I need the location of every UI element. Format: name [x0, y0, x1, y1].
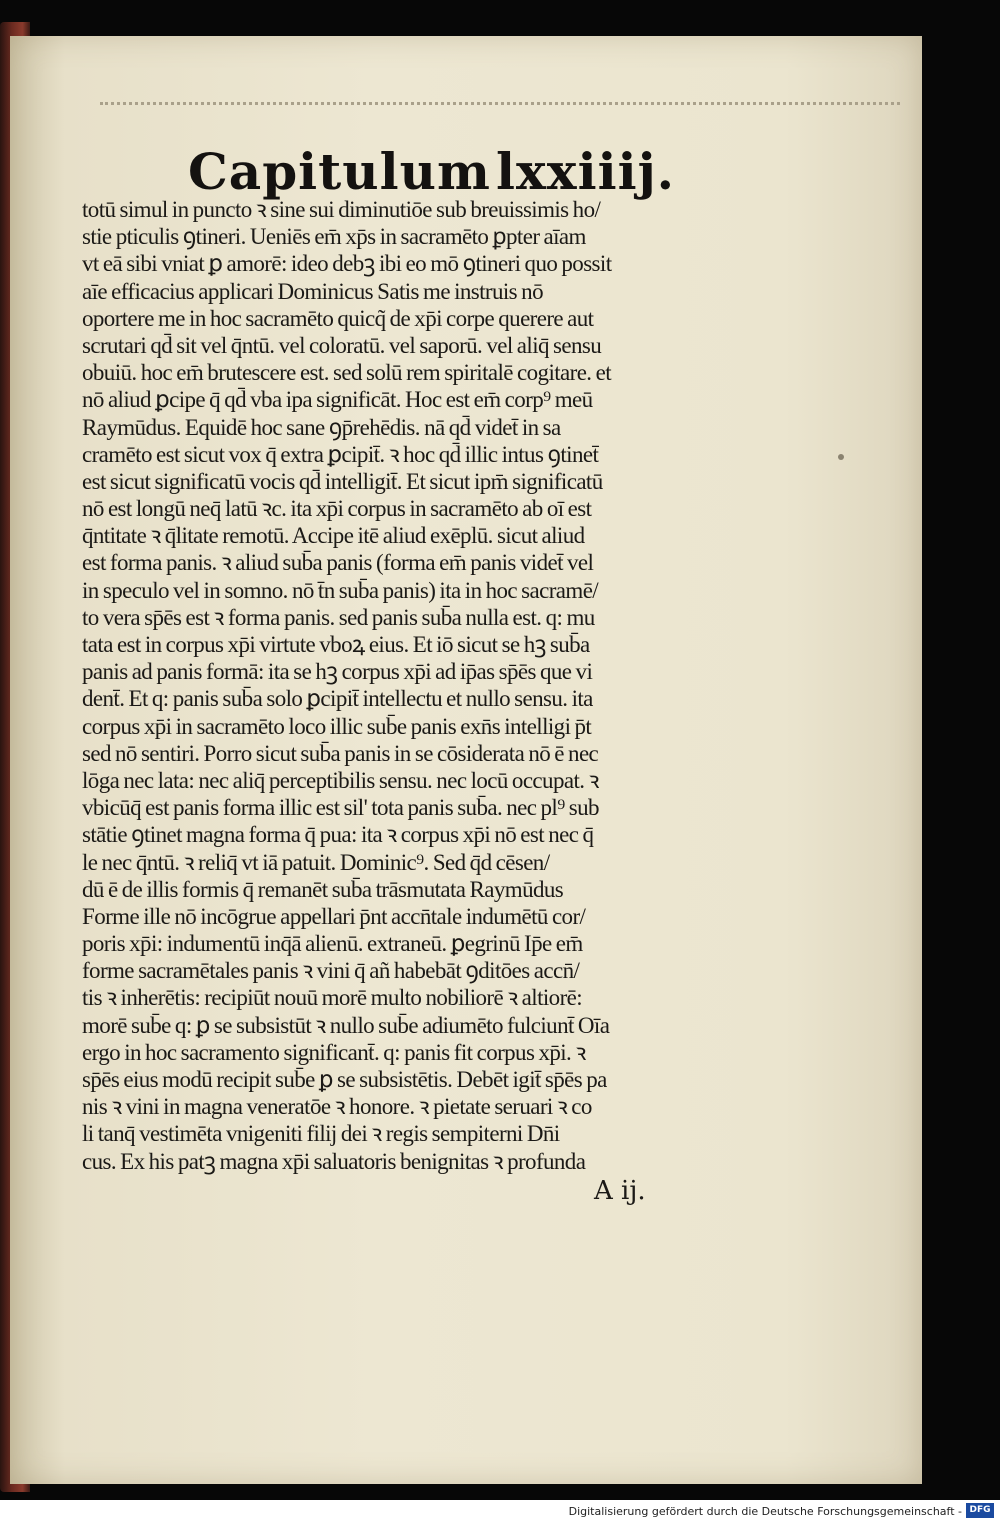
text-line: corpus xp̄i in sacramēto loco illic sub̄e panis exn̄s intelligi p̄t	[82, 713, 592, 739]
text-line: sed nō sentiri. Porro sicut sub̄a panis in se cōsiderata nō ē nec	[82, 740, 599, 766]
text-line: obuiū. hoc em̄ brutescere est. sed solū rem spiritalē cogitare. et	[82, 360, 611, 386]
text-line: totū simul in puncto ꝛ sine sui diminutiōe sub breuissimis ho/	[82, 197, 601, 222]
text-line: aīe efficacius applicari Dominicus Satis me instruis nō	[82, 278, 543, 304]
text-line: in speculo vel in somno. nō t̄n sub̄a panis) ita in hoc sacramē/	[82, 577, 599, 603]
footer-caption: Digitalisierung gefördert durch die Deutsche Forschungsgemeinschaft -	[568, 1505, 962, 1518]
text-line: cus. Ex his patꝫ magna xp̄i saluatoris benignitas ꝛ profunda	[82, 1148, 586, 1174]
text-line: stātie ꝯtinet magna forma q̄ pua: ita ꝛ corpus xp̄i nō est nec q̄	[82, 822, 594, 848]
page-body-text	[82, 196, 752, 1175]
paper-speck	[838, 454, 844, 460]
text-line: Forme ille nō incōgrue appellari p̄nt accn̄tale indumētū cor/	[82, 903, 586, 929]
text-line: li tanq̄ vestimēta vnigeniti filij dei ꝛ regis sempiterni Dn̄i	[82, 1121, 560, 1147]
chapter-heading-number: lxxiiij.	[496, 142, 676, 201]
text-line: morē sub̄e q: ꝑ se subsistūt ꝛ nullo sub̄e adiumēto fulciunt̄ Oīa	[82, 1012, 610, 1038]
text-line: ergo in hoc sacramento significant̄. q: panis fit corpus xp̄i. ꝛ	[82, 1039, 586, 1065]
text-line: forme sacramētales panis ꝛ vini q̄ añ habebāt ꝯditōes accn̄/	[82, 958, 580, 984]
text-line: lōga nec lata: nec aliq̄ perceptibilis sensu. nec locū occupat. ꝛ	[82, 767, 599, 793]
chapter-heading-word: Capitulum	[188, 142, 491, 201]
text-line: Raymūdus. Equidē hoc sane ꝯp̄rehēdis. nā qd̄ videt̄ in sa	[82, 414, 561, 440]
signature-mark: A ij.	[594, 1176, 646, 1206]
text-line: scrutari qd̄ sit vel q̄ntū. vel coloratū. vel saporū. vel aliq̄ sensu	[82, 332, 602, 358]
top-dotted-rule	[100, 102, 900, 105]
chapter-heading	[178, 106, 738, 206]
text-line: dū ē de illis formis q̄ remanēt sub̄a trāsmutata Raymūdus	[82, 876, 564, 902]
text-line: poris xp̄i: indumentū inq̄ā alienū. extraneū. ꝑegrinū Ip̄e em̄	[82, 931, 583, 957]
text-line: est forma panis. ꝛ aliud sub̄a panis (forma em̄ panis videt̄ vel	[82, 550, 594, 576]
text-line: dent̄. Et q: panis sub̄a solo ꝑcipit̄ intellectu et nullo sensu. ita	[82, 686, 593, 712]
text-line: q̄ntitate ꝛ q̄litate remotū. Accipe itē aliud exēplū. sicut aliud	[82, 523, 585, 549]
text-line: nō est longū neq̄ latū ꝛc. ita xp̄i corpus in sacramēto ab oī est	[82, 496, 592, 522]
text-line: le nec q̄ntū. ꝛ reliq̄ vt iā patuit. Dominic⁹. Sed q̄d cēsen/	[82, 849, 550, 875]
text-line: panis ad panis formā: ita se hꝫ corpus xp̄i ad ip̄as sp̄ēs que vi	[82, 659, 593, 685]
text-line: vbicūq̄ est panis forma illic est sil' tota panis sub̄a. nec pl⁹ sub	[82, 795, 599, 821]
text-line: nis ꝛ vini in magna veneratōe ꝛ honore. ꝛ pietate seruari ꝛ co	[82, 1094, 592, 1120]
text-line: nō aliud ꝑcipe q̄ qd̄ vba ipa significāt. Hoc est em̄ corp⁹ meū	[82, 387, 593, 413]
text-line: stie pticulis ꝯtineri. Ueniēs em̄ xp̄s in sacramēto ꝑpter aīam	[82, 224, 586, 250]
text-line: to vera sp̄ēs est ꝛ forma panis. sed panis sub̄a nulla est. q: mu	[82, 604, 595, 630]
text-line: oportere me in hoc sacramēto quicq̃ de xp̄i corpe querere aut	[82, 305, 594, 331]
text-line: tis ꝛ inherētis: recipiūt nouū morē multo nobiliorē ꝛ altiorē:	[82, 985, 583, 1011]
text-line: est sicut significatū vocis qd̄ intelligit̄. Et sicut ipm̄ significatū	[82, 468, 603, 494]
dfg-logo-icon: DFG	[966, 1503, 994, 1518]
text-line: sp̄ēs eius modū recipit sub̄e ꝑ se subsistētis. Debēt igit̄ sp̄ēs pa	[82, 1067, 607, 1092]
text-line: tata est in corpus xp̄i virtute vboꝝ eius. Et iō sicut se hꝫ sub̄a	[82, 632, 590, 657]
text-line: vt eā sibi vniat ꝑ amorē: ideo debꝫ ibi eo mō ꝯtineri quo possit	[82, 251, 612, 277]
text-line: cramēto est sicut vox q̄ extra ꝑcipit̄. ꝛ hoc qd̄ illic intus ꝯtinet̄	[82, 441, 599, 467]
